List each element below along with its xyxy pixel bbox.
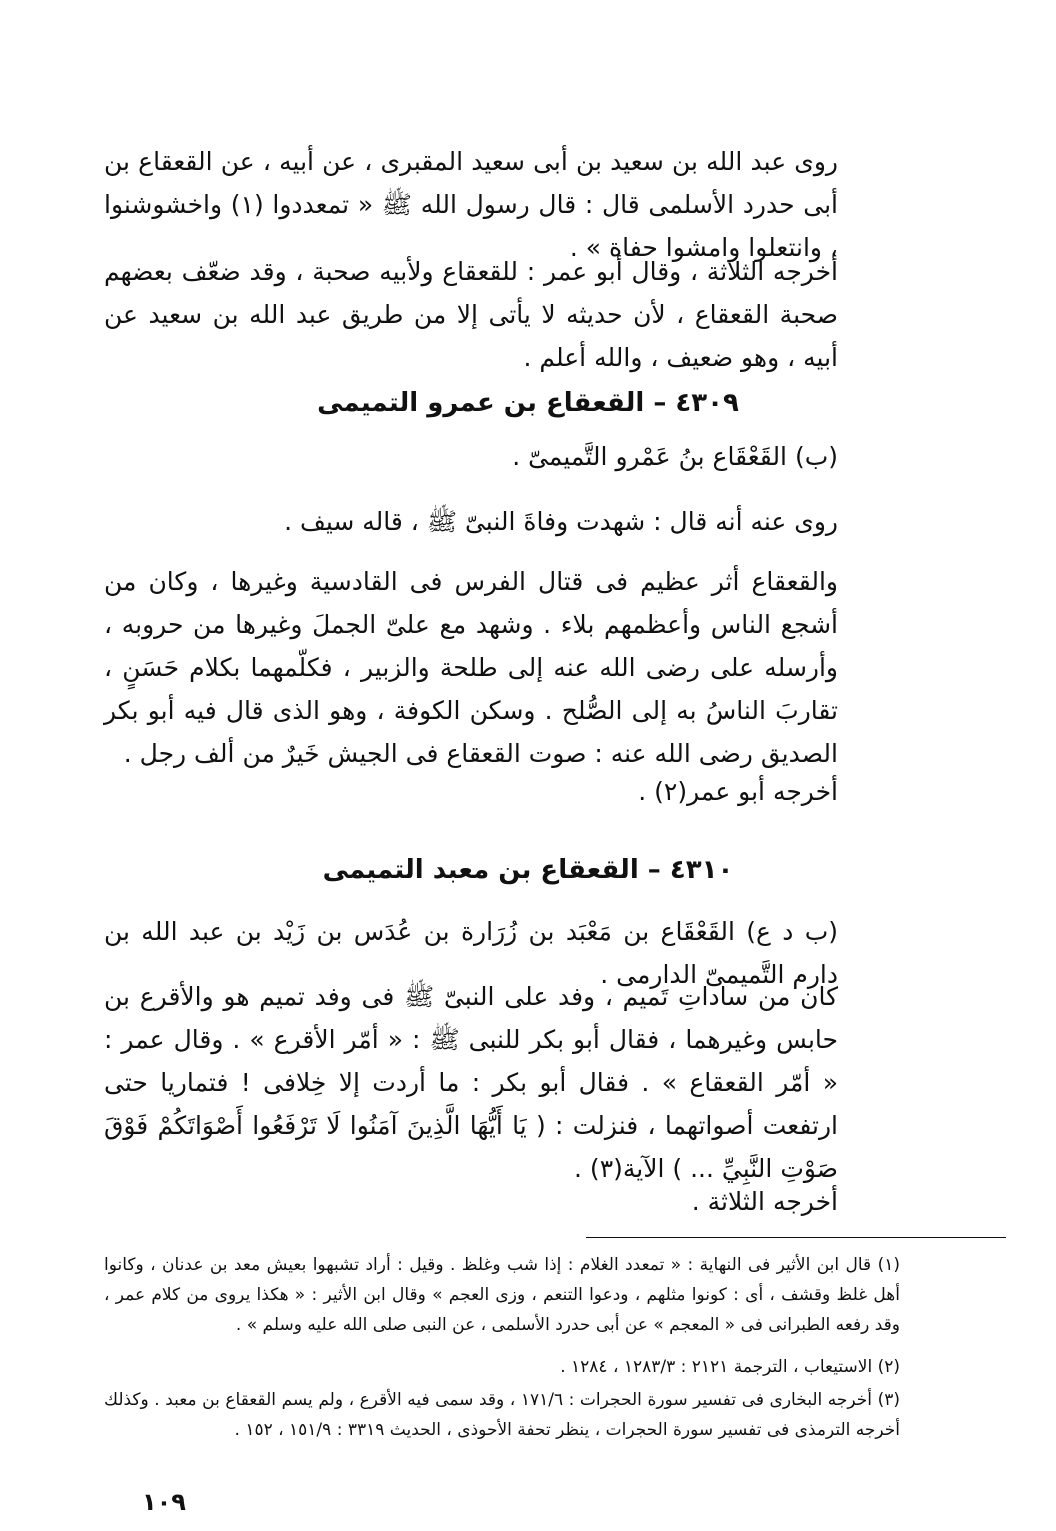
entry-4308-narration: روى عبد الله بن سعيد بن أبى سعيد المقبرى ، عن أبيه ، عن القعقاع بن أبى حدرد الأسلمى قال : قال رسول الله ﷺ « تمعددوا (١) واخشوشنوا ، وانتعلوا وامشوا حفاة » . [104, 147, 838, 262]
page-number: ١٠٩ [142, 1488, 186, 1516]
entry-4309-biography: والقعقاع أثر عظيم فى قتال الفرس فى القادسية وغيرها ، وكان من أشجع الناس وأعظمهم بلاء . وشهد مع علىّ الجملَ وغيرها من حروبه ، وأرسله على رضى الله عنه إلى طلحة والزبير ، فكلّمهما بكلام حَسَنٍ ، تقاربَ الناسُ به إلى الصُّلح . وسكن الكوفة ، وهو الذى قال فيه أبو بكر الصديق رضى الله عنه : صوت القعقاع فى الجيش خَيرٌ من ألف رجل . [104, 567, 838, 768]
entry-4310-intro: (ب د ع) القَعْقَاع بن مَعْبَد بن زُرَارة بن عُدَس بن زَيْد بن عبد الله بن دارم التَّميمىّ الدارمى . [104, 917, 838, 989]
entry-4309-heading [0, 388, 1056, 418]
entry-4309-number: ٤٣٠٩ [675, 388, 739, 418]
footnote-3: (٣) أخرجه البخارى فى تفسير سورة الحجرات : ١٧١/٦ ، وقد سمى فيه الأقرع ، ولم يسم القعقاع بن معبد . وكذلك أخرجه الترمذى فى تفسير سورة الحجرات ، ينظر تحفة الأحوذى ، الحديث ٣٣١٩ : ١٥١/٩ ، ١٥٢ . [104, 1390, 901, 1440]
entry-4310-number: ٤٣١٠ [669, 855, 734, 885]
entry-4308-commentary: أخرجه الثلاثة ، وقال أبو عمر : للقعقاع ولأبيه صحبة ، وقد ضعّف بعضهم صحبة القعقاع ، لأن حديثه لا يأتى إلا من طريق عبد الله بن سعيد عن أبيه ، وهو ضعيف ، والله أعلم . [104, 257, 838, 372]
entry-4310-narration: كان من ساداتِ تَميم ، وفد على النبىّ ﷺ فى وفد تميم هو والأقرع بن حابس وغيرهما ، فقال أبو بكر للنبى ﷺ : « أمّر الأقرع » . وقال عمر : « أمّر القعقاع » . فقال أبو بكر : ما أردت إلا خِلافى ! فتماريا حتى ارتفعت أصواتهما ، فنزلت : ( يَا أَيُّهَا الَّذِينَ آمَنُوا لَا تَرْفَعُوا أَصْوَاتَكُمْ فَوْقَ صَوْتِ النَّبِيِّ ... ) الآية(٣) . [104, 982, 838, 1183]
entry-4310-source: أخرجه الثلاثة . [691, 1187, 838, 1216]
entry-4310-heading [0, 855, 1056, 885]
footnote-2: (٢) الاستيعاب ، الترجمة ٢١٢١ : ١٢٨٣/٣ ، ١٢٨٤ . [560, 1357, 900, 1377]
footnote-separator [586, 1237, 1006, 1238]
entry-4309-title: القعقاع بن عمرو التميمى [317, 388, 645, 418]
entry-4309-source: أخرجه أبو عمر(٢) . [638, 777, 838, 806]
entry-4309-intro: (ب) القَعْقَاع بنُ عَمْرو التَّميمىّ . [512, 442, 838, 471]
entry-4310-dash: – [647, 855, 661, 885]
entry-4309-dash: – [653, 388, 667, 418]
entry-4309-narration: روى عنه أنه قال : شهدت وفاةَ النبىّ ﷺ ، قاله سيف . [284, 507, 838, 536]
footnote-1: (١) قال ابن الأثير فى النهاية : « تمعدد الغلام : إذا شب وغلظ . وقيل : أراد تشبهوا بعيش معد بن عدنان ، وكانوا أهل غلظ وقشف ، أى : كونوا مثلهم ، ودعوا التنعم ، وزى العجم » وقال ابن الأثير : « هكذا يروى من كلام عمر ، وقد رفعه الطبرانى فى « المعجم » عن أبى حدرد الأسلمى ، عن النبى صلى الله عليه وسلم » . [104, 1255, 900, 1335]
entry-4310-title: القعقاع بن معبد التميمى [322, 855, 639, 885]
